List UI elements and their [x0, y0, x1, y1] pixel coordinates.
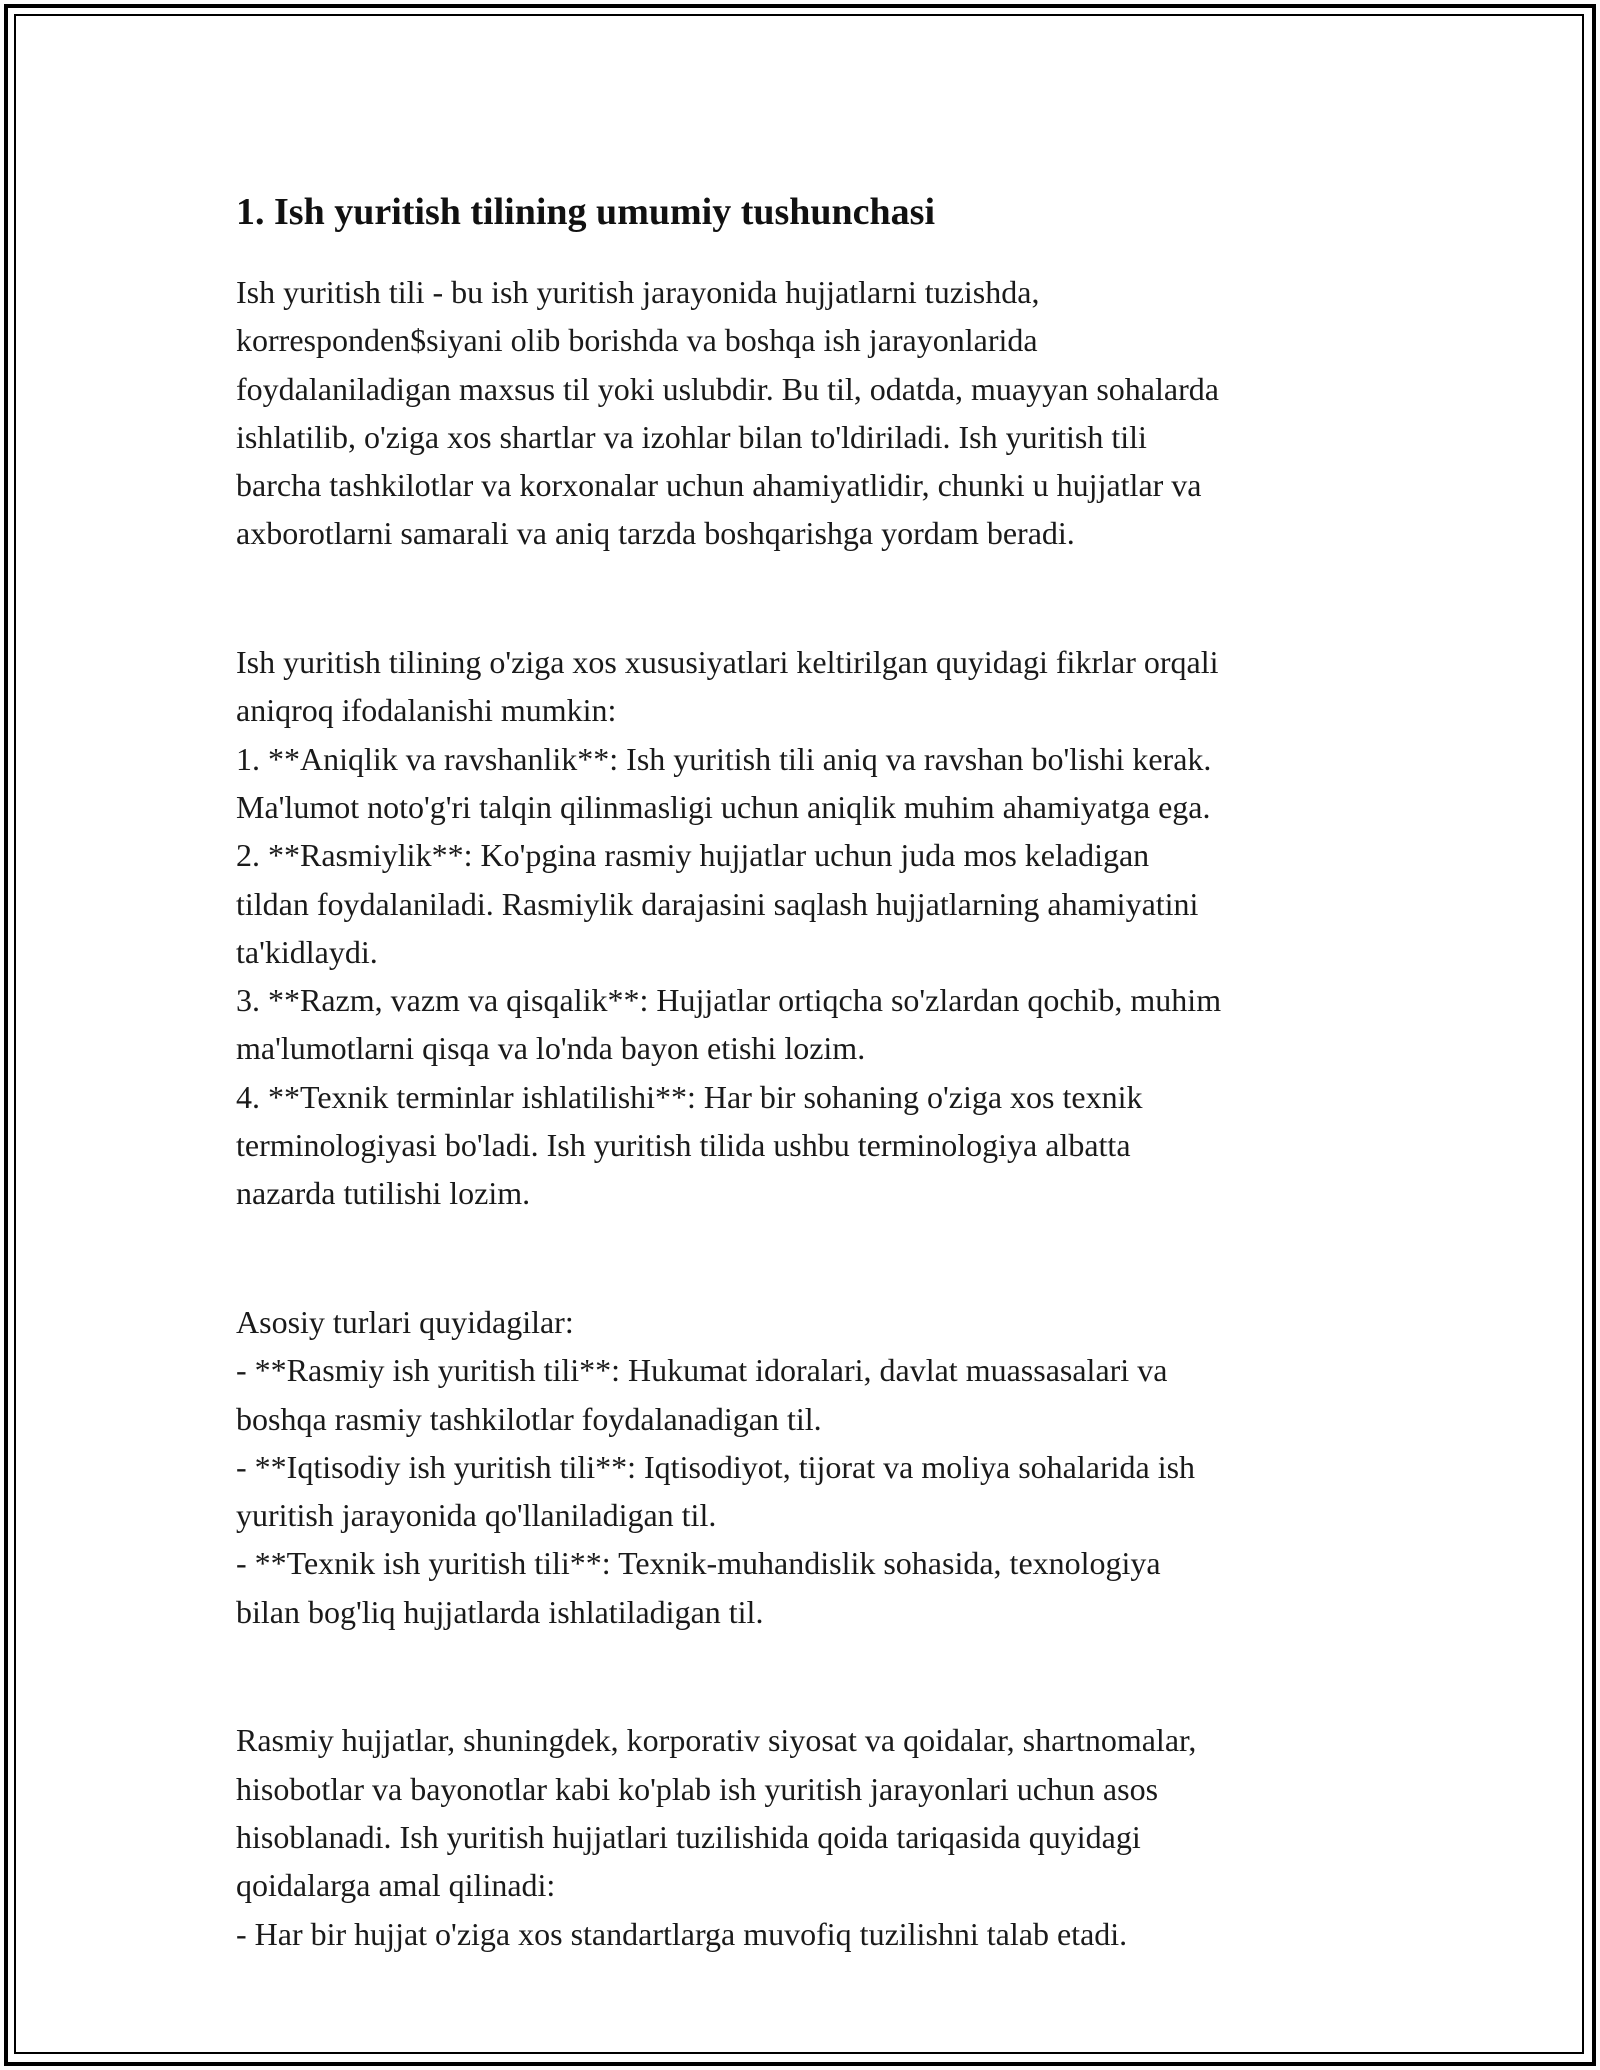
text-line: - **Iqtisodiy ish yuritish tili**: Iqtisodiyot, tijorat va moliya sohalarida ish [236, 1448, 1196, 1485]
text-line: Ish yuritish tili - bu ish yuritish jarayonida hujjatlarni tuzishda, [236, 274, 1040, 310]
text-line: bilan bog'liq hujjatlarda ishlatiladigan til. [236, 1593, 764, 1630]
document-title: 1. Ish yuritish tilining umumiy tushunchasi [236, 191, 936, 233]
text-line: - **Rasmiy ish yuritish tili**: Hukumat idoralari, davlat muassasalari va [236, 1352, 1168, 1389]
text-line: yuritish jarayonida qo'llaniladigan til. [236, 1497, 717, 1534]
text-line: 2. **Rasmiylik**: Ko'pgina rasmiy hujjatlar uchun juda mos keladigan [236, 837, 1150, 874]
text-line: barcha tashkilotlar va korxonalar uchun ahamiyatlidir, chunki u hujjatlar va [236, 467, 1202, 504]
blank-line [236, 1234, 1386, 1282]
text-line: hisoblanadi. Ish yuritish hujjatlari tuzilishida qoida tariqasida quyidagi [236, 1818, 1141, 1855]
text-line: Ma'lumot noto'g'ri talqin qilinmasligi uchun aniqlik muhim ahamiyatga ega. [236, 788, 1211, 825]
text-line: boshqa rasmiy tashkilotlar foydalanadigan til. [236, 1400, 822, 1437]
text-line: ta'kidlaydi. [236, 933, 378, 970]
text-line: axborotlarni samarali va aniq tarzda boshqarishga yordam beradi. [236, 515, 1075, 552]
blank-line [236, 1652, 1386, 1700]
text-line: - **Texnik ish yuritish tili**: Texnik-muhandislik sohasida, texnologiya [236, 1545, 1161, 1582]
text-line: Rasmiy hujjatlar, shuningdek, korporativ siyosat va qoidalar, shartnomalar, [236, 1722, 1197, 1759]
text-line: aniqroq ifodalanishi mumkin: [236, 692, 617, 729]
text-line: 1. **Aniqlik va ravshanlik**: Ish yuritish tili aniq va ravshan bo'lishi kerak. [236, 740, 1212, 777]
text-line: - Har bir hujjat o'ziga xos standartlarga muvofiq tuzilishni talab etadi. [236, 1915, 1128, 1952]
text-line: ishlatilib, o'ziga xos shartlar va izohlar bilan to'ldiriladi. Ish yuritish tili [236, 418, 1147, 455]
text-line: terminologiyasi bo'ladi. Ish yuritish tilida ushbu terminologiya albatta [236, 1127, 1131, 1164]
text-line: korresponden$siyani olib borishda va boshqa ish jarayonlarida [236, 322, 1038, 359]
text-line: ma'lumotlarni qisqa va lo'nda bayon etishi lozim. [236, 1030, 866, 1067]
text-line: qoidalarga amal qilinadi: [236, 1867, 556, 1904]
document-text [236, 268, 1386, 1958]
text-line: 4. **Texnik terminlar ishlatilishi**: Har bir sohaning o'ziga xos texnik [236, 1078, 1143, 1115]
document-body [236, 186, 1386, 1958]
text-line: hisobotlar va bayonotlar kabi ko'plab ish yuritish jarayonlari uchun asos [236, 1770, 1159, 1807]
blank-line [236, 574, 1386, 622]
text-line: foydalaniladigan maxsus til yoki uslubdir. Bu til, odatda, muayyan sohalarda [236, 370, 1219, 407]
text-line: tildan foydalaniladi. Rasmiylik darajasini saqlash hujjatlarning ahamiyatini [236, 885, 1199, 922]
text-line: 3. **Razm, vazm va qisqalik**: Hujjatlar ortiqcha so'zlardan qochib, muhim [236, 982, 1222, 1019]
text-line: nazarda tutilishi lozim. [236, 1175, 531, 1212]
text-line: Ish yuritish tilining o'ziga xos xususiyatlari keltirilgan quyidagi fikrlar orqali [236, 644, 1219, 681]
text-line: Asosiy turlari quyidagilar: [236, 1303, 574, 1340]
